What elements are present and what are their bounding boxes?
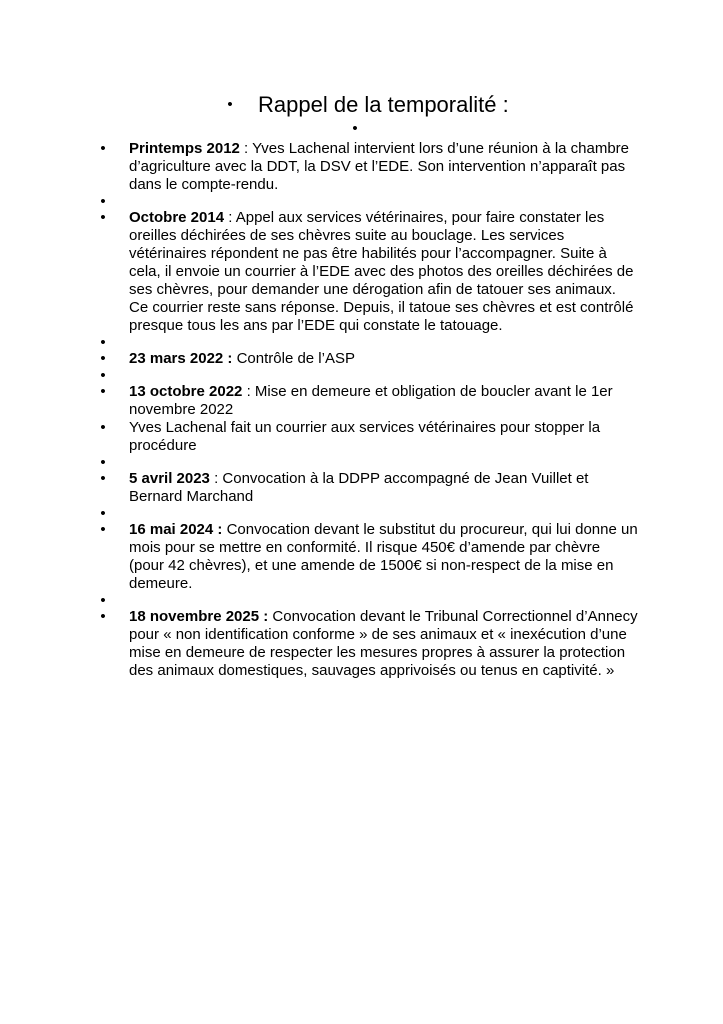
timeline-item-body: : Yves Lachenal intervient lors d’une réunion à la chambre d’agriculture avec la DDT, la DSV et l’EDE. Son intervention n’apparaît pas dans le compte-rendu.: [129, 140, 630, 193]
timeline-item-text: [129, 140, 629, 193]
timeline-item-body: Convocation devant le Tribunal Correctionnel d’Annecy pour « non identification conforme » de ses animaux et « inexécution d’une mise en demeure de respecter les mesures propres à assurer la protection des animaux domestiques, sauvages apprivoisés ou tenus en captivité. »: [129, 608, 638, 679]
subtitle-bullet-row: [0, 121, 723, 136]
bullet-marker: •: [100, 334, 106, 351]
timeline-item-8: [0, 455, 639, 470]
timeline-item-body: Convocation devant le substitut du procureur, qui lui donne un mois pour se mettre en conformité. Il risque 450€ d’amende par chèvre (pour 42 chèvres), et une amende de 1500€ si non-respect de la mise en demeure.: [129, 521, 638, 592]
page-title: Rappel de la temporalité :: [258, 92, 509, 117]
timeline-item-10: [0, 506, 639, 521]
bullet-marker: •: [100, 470, 106, 487]
timeline-item-date: 5 avril 2023: [129, 470, 210, 487]
bullet-marker: •: [100, 209, 106, 226]
bullet-marker: •: [100, 505, 106, 522]
timeline-item-date: Printemps 2012: [129, 140, 240, 157]
timeline-item-body: : Convocation à la DDPP accompagné de Jean Vuillet et Bernard Marchand: [129, 470, 589, 505]
timeline-item-body: : Mise en demeure et obligation de boucler avant le 1er novembre 2022: [129, 383, 613, 418]
timeline-item-body: : Appel aux services vétérinaires, pour faire constater les oreilles déchirées de ses chèvres suite au bouclage. Les services vétérinaires répondent ne pas être habilités pour l’accompagner. Suite à cela, il envoie un courrier à l’EDE avec des photos des oreilles déchirées de ses chèvres, pour demander une dérogation afin de tatouer ses animaux. Ce courrier reste sans réponse. Depuis, il tatoue ses chèvres et est contrôlé presque tous les ans par l’EDE qui constate le tatouage.: [129, 209, 634, 334]
timeline-item-body: Yves Lachenal fait un courrier aux services vétérinaires pour stopper la procédure: [129, 419, 601, 454]
timeline-item-date: 16 mai 2024 :: [129, 521, 223, 538]
timeline-item-3: [0, 335, 639, 350]
timeline-item-13: [0, 608, 639, 680]
bullet-marker: •: [100, 521, 106, 538]
timeline-item-date: Octobre 2014: [129, 209, 225, 226]
timeline-item-date: 13 octobre 2022: [129, 383, 243, 400]
timeline-item-12: [0, 593, 639, 608]
timeline-item-text: [129, 470, 588, 505]
timeline-item-5: [0, 368, 639, 383]
timeline-item-text: [129, 350, 355, 367]
bullet-marker: •: [100, 350, 106, 367]
timeline-item-text: [129, 521, 638, 592]
timeline-item-9: [0, 470, 639, 506]
bullet-marker: •: [100, 367, 106, 384]
timeline-item-1: [0, 194, 639, 209]
timeline-list: [0, 140, 723, 680]
subtitle-bullet-marker: •: [352, 120, 358, 137]
bullet-marker: •: [100, 383, 106, 400]
timeline-item-7: [0, 419, 639, 455]
timeline-item-2: [0, 209, 639, 335]
timeline-item-date: 18 novembre 2025 :: [129, 608, 269, 625]
title-bullet-marker: •: [227, 96, 233, 113]
timeline-item-11: [0, 521, 639, 593]
timeline-item-date: 23 mars 2022 :: [129, 350, 233, 367]
bullet-marker: •: [100, 592, 106, 609]
timeline-item-text: [129, 209, 633, 334]
bullet-marker: •: [100, 608, 106, 625]
bullet-marker: •: [100, 419, 106, 436]
timeline-item-text: [129, 419, 600, 454]
timeline-item-6: [0, 383, 639, 419]
bullet-marker: •: [100, 454, 106, 471]
bullet-marker: •: [100, 140, 106, 157]
timeline-item-body: Contrôle de l’ASP: [232, 350, 355, 367]
timeline-item-0: [0, 140, 639, 194]
timeline-item-text: [129, 383, 613, 418]
timeline-item-text: [129, 608, 638, 679]
document-title-row: [0, 92, 723, 118]
timeline-item-4: [0, 350, 639, 368]
bullet-marker: •: [100, 193, 106, 210]
